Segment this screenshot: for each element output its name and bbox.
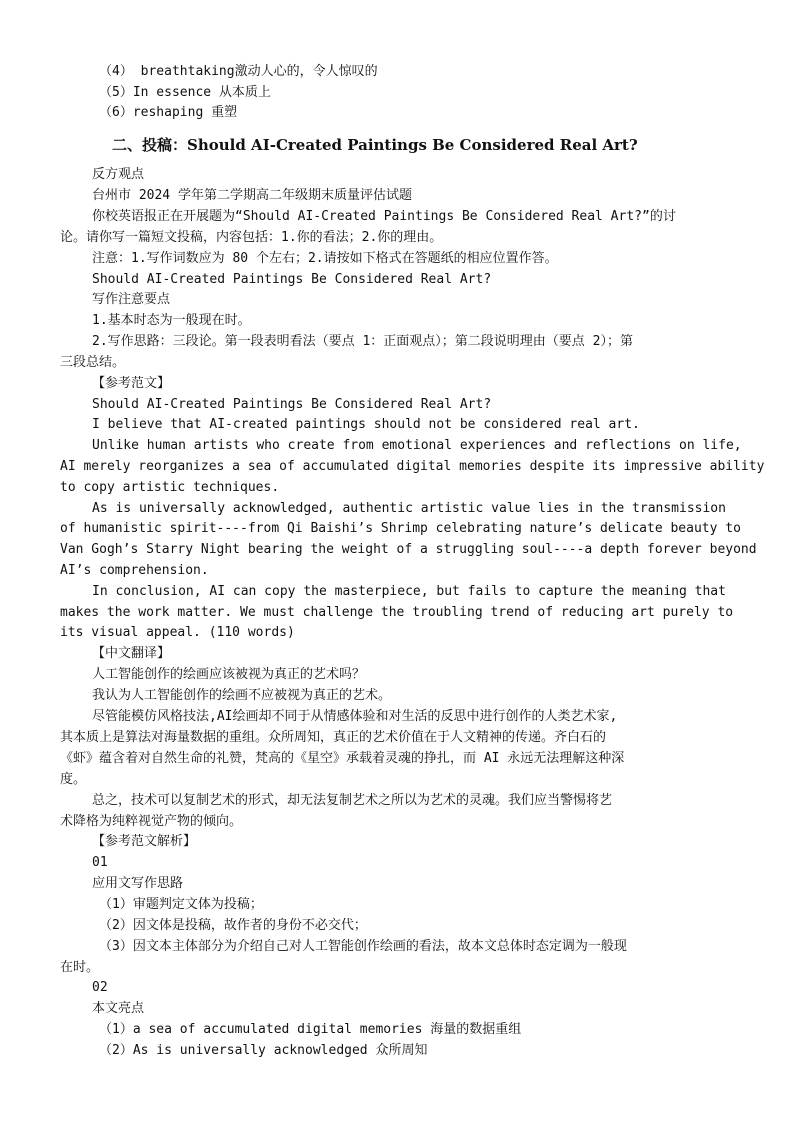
analysis-number-1: 01: [92, 855, 108, 870]
analysis-number-2: 02: [92, 980, 108, 995]
analysis-item-1: （1）审题判定文体为投稿；: [99, 897, 263, 912]
exam-source: 台州市 2024 学年第二学期高二年级期末质量评估试题: [92, 188, 412, 203]
sample-p3-line: AI’s comprehension.: [60, 563, 209, 578]
tips-point-2: 2.写作思路：三段论。第一段表明看法（要点 1：正面观点）；第二段说明理由（要点 2）；第: [92, 334, 633, 349]
translation-p2-line: 《虾》蕴含着对自然生命的礼赞，梵高的《星空》承载着灵魂的挣扎，而 AI 永远无法理解这种深: [60, 751, 625, 766]
sample-p4-line: In conclusion, AI can copy the masterpiece, but fails to capture the meaning that: [92, 584, 726, 599]
sample-title: Should AI-Created Paintings Be Considered Real Art?: [92, 397, 492, 412]
translation-p2-line: 其本质上是算法对海量数据的重组。众所周知，真正的艺术价值在于人文精神的传递。齐白石的: [60, 730, 607, 745]
task-note: 注意：1.写作词数应为 80 个左右；2.请按如下格式在答题纸的相应位置作答。: [92, 251, 558, 266]
sample-label: 【参考范文】: [92, 376, 171, 391]
analysis-heading-2: 本文亮点: [92, 1001, 145, 1016]
vocab-item-6: （6）reshaping 重塑: [99, 105, 238, 120]
task-line-1: 你校英语报正在开展题为“Should AI-Created Paintings Be Considered Real Art?”的讨: [92, 209, 676, 224]
translation-title: 人工智能创作的绘画应该被视为真正的艺术吗？: [92, 667, 366, 682]
sample-p3-line: As is universally acknowledged, authentic artistic value lies in the transmission: [92, 501, 726, 516]
vocab-item-4: （4） breathtaking激动人心的，令人惊叹的: [99, 64, 378, 79]
section-heading: 二、投稿：Should AI-Created Paintings Be Considered Real Art?: [112, 136, 638, 154]
tips-heading: 写作注意要点: [92, 292, 171, 307]
vocab-item-5: （5）In essence 从本质上: [99, 85, 271, 100]
translation-label: 【中文翻译】: [92, 646, 171, 661]
sample-p4-line: its visual appeal. (110 words): [60, 625, 295, 640]
tips-point-1: 1.基本时态为一般现在时。: [92, 313, 251, 328]
analysis-item-3: （3）因文本主体部分为介绍自己对人工智能创作绘画的看法，故本文总体时态定调为一般现: [99, 939, 627, 954]
stance-label: 反方观点: [92, 167, 145, 182]
highlight-item-2: （2）As is universally acknowledged 众所周知: [99, 1043, 428, 1058]
sample-p2-line: to copy artistic techniques.: [60, 480, 280, 495]
task-line-2: 论。请你写一篇短文投稿，内容包括：1.你的看法；2.你的理由。: [60, 230, 443, 245]
sample-paragraph-1: I believe that AI-created paintings should not be considered real art.: [92, 417, 640, 432]
sample-p3-line: of humanistic spirit----from Qi Baishi’s Shrimp celebrating nature’s delicate beauty to: [60, 521, 741, 536]
analysis-item-3-cont: 在时。: [60, 960, 100, 975]
translation-p3-line: 术降格为纯粹视觉产物的倾向。: [60, 814, 243, 829]
sample-p3-line: Van Gogh’s Starry Night bearing the weight of a struggling soul----a depth forever beyond: [60, 542, 757, 557]
sample-p2-line: AI merely reorganizes a sea of accumulated digital memories despite its impressive ability: [60, 459, 765, 474]
translation-p2-line: 尽管能模仿风格技法,AI绘画却不同于从情感体验和对生活的反思中进行创作的人类艺术家,: [92, 709, 618, 724]
sample-p4-line: makes the work matter. We must challenge the troubling trend of reducing art purely to: [60, 605, 734, 620]
tips-point-2-cont: 三段总结。: [60, 355, 126, 370]
analysis-heading-1: 应用文写作思路: [92, 876, 184, 891]
analysis-item-2: （2）因文体是投稿，故作者的身份不必交代；: [99, 918, 367, 933]
translation-paragraph-1: 我认为人工智能创作的绘画不应被视为真正的艺术。: [92, 688, 392, 703]
task-title: Should AI-Created Paintings Be Considered Real Art?: [92, 272, 492, 287]
translation-p2-line: 度。: [60, 772, 87, 787]
analysis-label: 【参考范文解析】: [92, 834, 197, 849]
highlight-item-1: （1）a sea of accumulated digital memories 海量的数据重组: [99, 1022, 522, 1037]
sample-p2-line: Unlike human artists who create from emotional experiences and reflections on life,: [92, 438, 742, 453]
translation-p3-line: 总之，技术可以复制艺术的形式，却无法复制艺术之所以为艺术的灵魂。我们应当警惕将艺: [92, 793, 613, 808]
